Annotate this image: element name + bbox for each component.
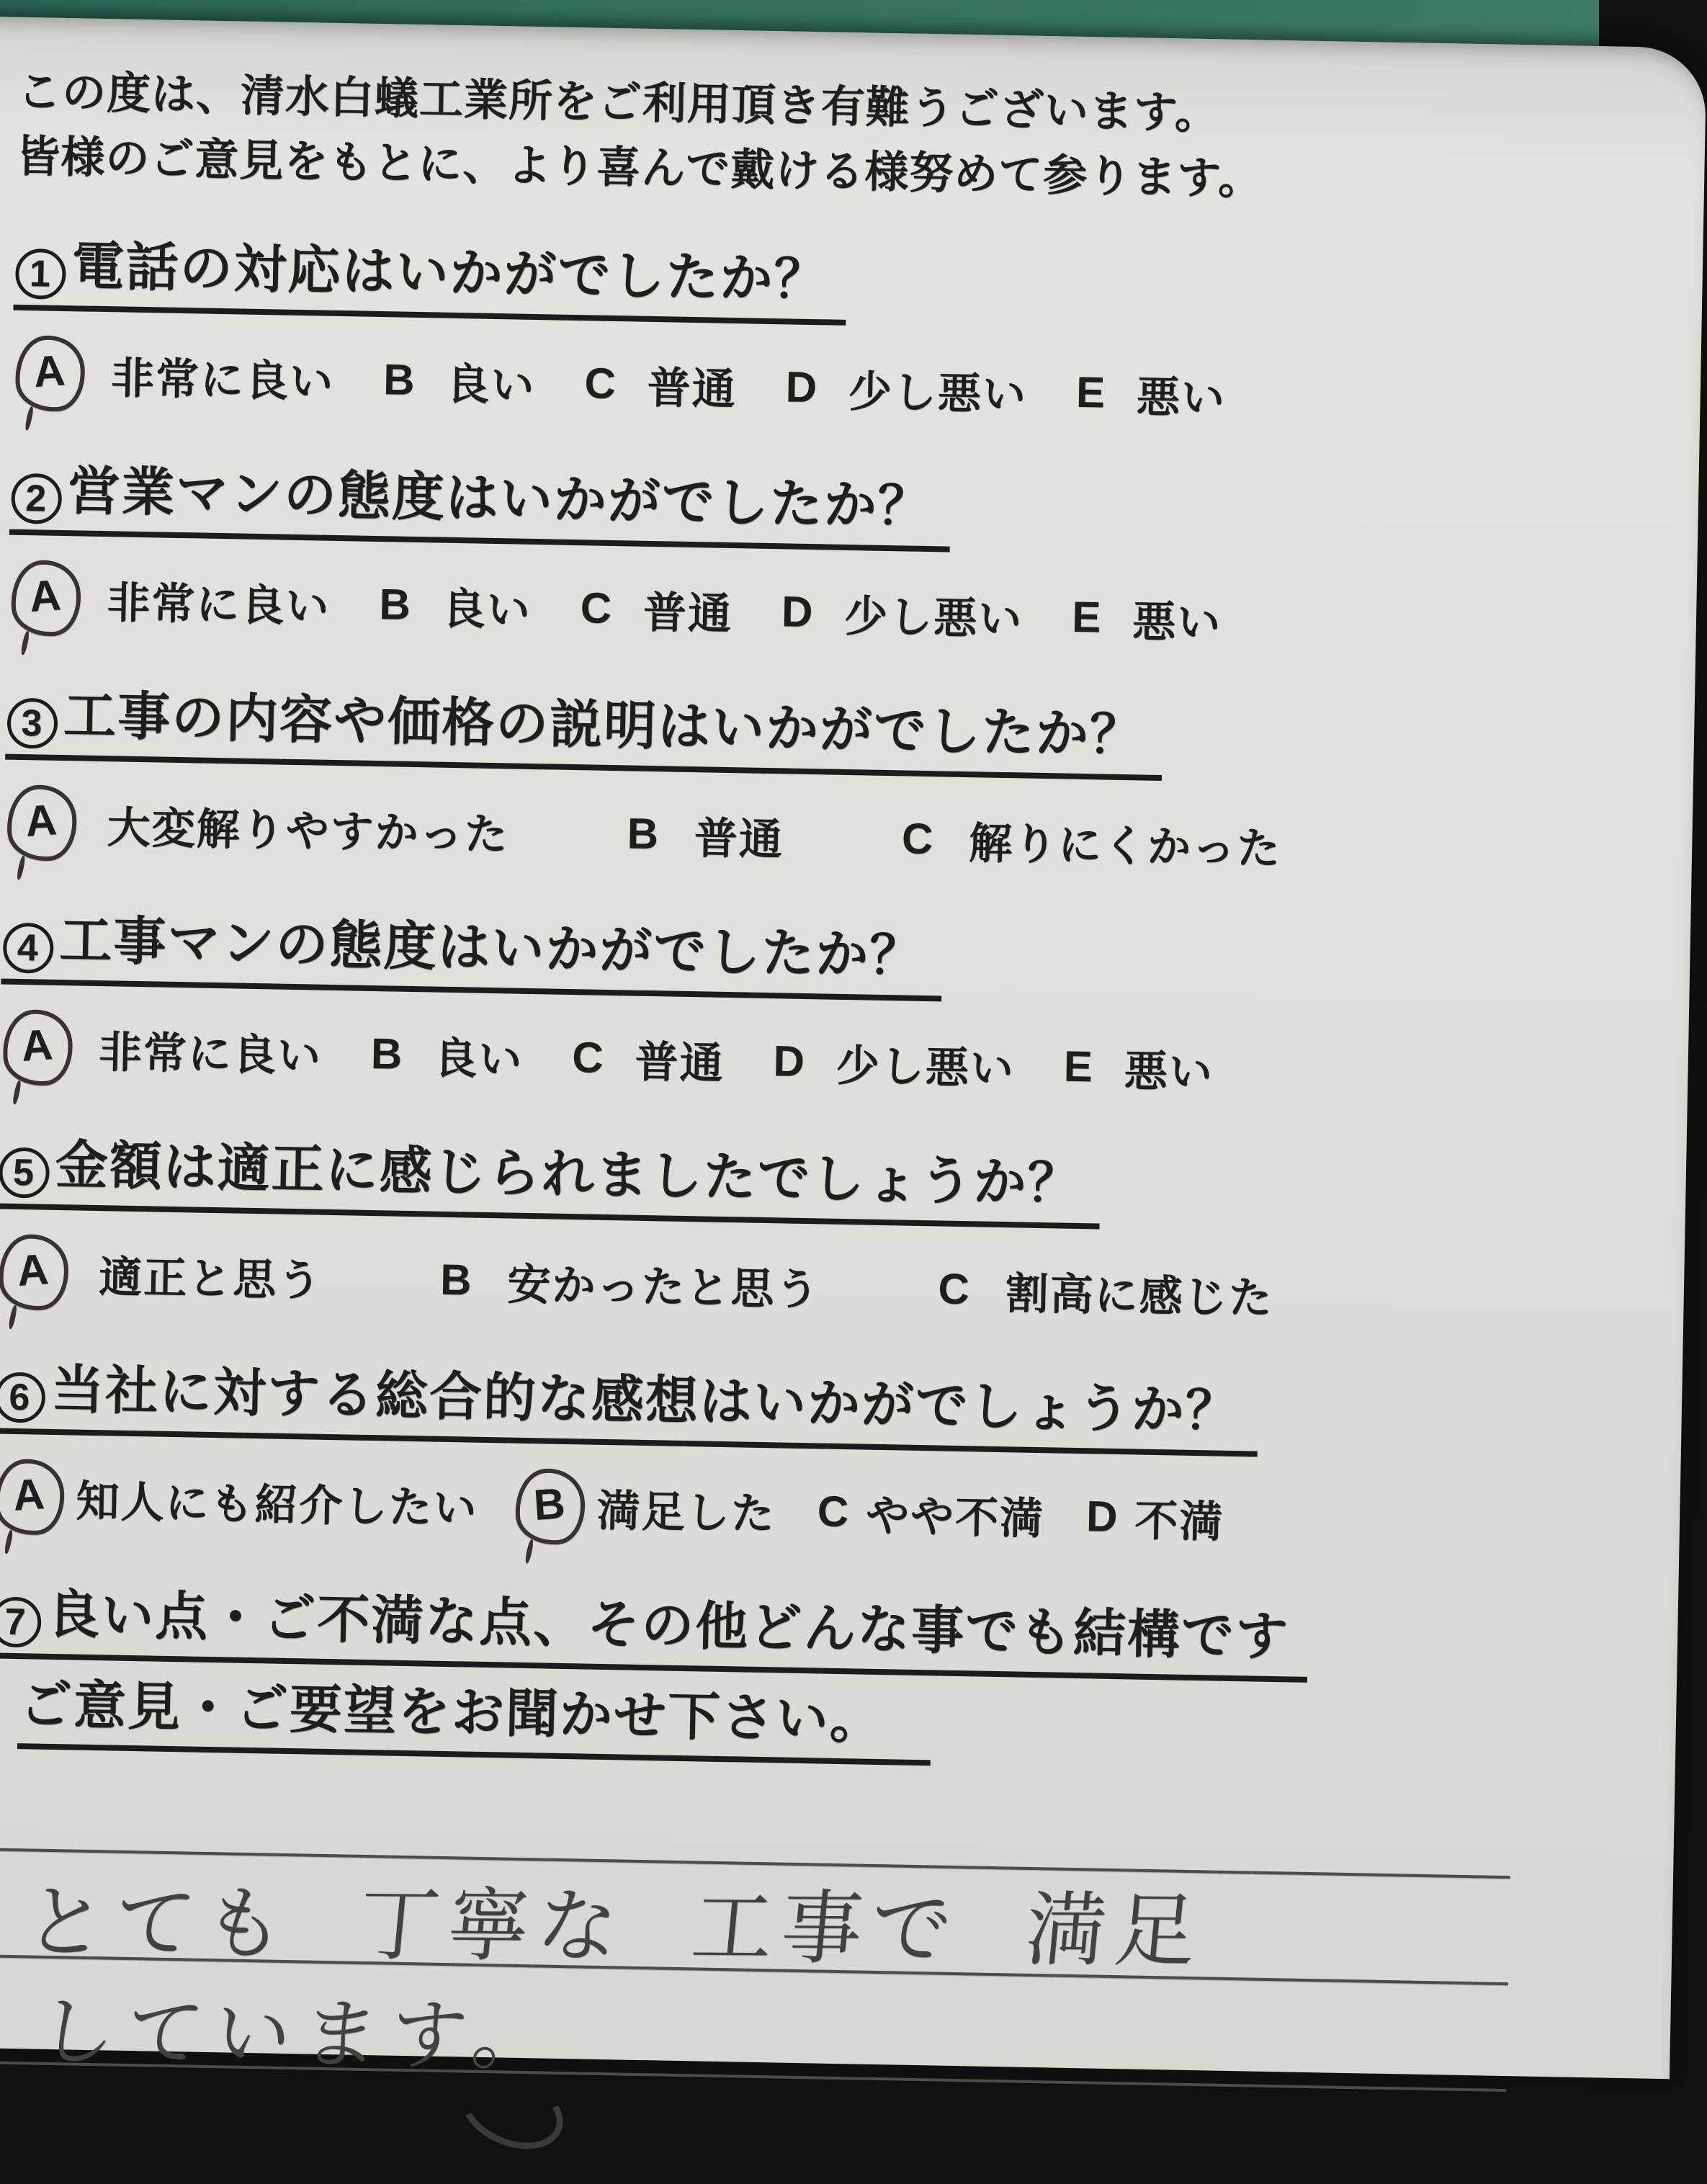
question-text: 工事マンの態度はいかがでしたか？: [58, 910, 925, 985]
option: [812, 1478, 1045, 1549]
question-number: 6: [0, 1371, 46, 1423]
option-letter: C: [580, 583, 614, 632]
option-label: やや不満: [865, 1491, 1045, 1543]
option-label: 普通: [634, 1037, 725, 1088]
option-label: 非常に良い: [110, 353, 335, 406]
option-letter: B: [627, 808, 660, 858]
option: [897, 805, 1282, 879]
option-letter: D: [1085, 1491, 1120, 1541]
option-letter-circled: A: [0, 1007, 75, 1088]
survey-paper: [0, 16, 1707, 2079]
question-block: [0, 1346, 1492, 1562]
options-row: [6, 784, 1503, 887]
option-label: 割高に感じた: [1005, 1268, 1274, 1323]
question-block: [12, 222, 1513, 438]
question-text: 工事の内容や価格の説明はいかがでしたか？: [63, 686, 1144, 765]
option: [6, 784, 510, 869]
option-label: 解りにくかった: [968, 818, 1282, 873]
option-letter-circled: A: [4, 782, 79, 863]
option-letter: C: [937, 1263, 972, 1313]
option-label: 普通: [694, 813, 784, 864]
option-label: 知人にも紹介したい: [75, 1477, 479, 1533]
option-letter: D: [773, 1036, 807, 1086]
option: [575, 575, 733, 644]
option-label: 悪い: [1136, 372, 1227, 423]
option: [14, 334, 335, 416]
intro-text: [16, 59, 1516, 217]
option: [776, 578, 1023, 649]
option: [1071, 359, 1227, 428]
option-letter: C: [901, 813, 935, 863]
option-letter-circled: A: [0, 1232, 71, 1312]
question7-text-line1: 良い点・ご不満な点、その他どんな事でも結構です: [46, 1585, 1290, 1666]
option-label: 安かったと思う: [506, 1260, 821, 1314]
option: [1067, 583, 1223, 653]
option: [2, 1008, 323, 1091]
option: [933, 1256, 1274, 1328]
option: [567, 1024, 725, 1093]
question-title: [0, 1346, 1259, 1456]
question-title: [0, 1121, 1101, 1229]
question-block: [0, 1121, 1497, 1337]
option-label: 少し悪い: [848, 367, 1028, 419]
option-label: 非常に良い: [98, 1027, 323, 1080]
question-text: 電話の対応はいかがでしたか？: [71, 236, 829, 309]
question-number: 1: [15, 248, 66, 299]
question-text: 営業マンの態度はいかがでしたか？: [67, 461, 933, 536]
intro-line-1: この度は、清水白蟻工業所をご利用頂き有難うございます。: [17, 66, 1220, 138]
option-label: 悪い: [1124, 1046, 1214, 1096]
question7-title-line2: ご意見・ご要望をお聞かせ下さい。: [17, 1662, 932, 1765]
question-title: [14, 222, 848, 325]
option-letter: D: [781, 586, 815, 636]
option-letter: E: [1075, 367, 1107, 417]
option: [10, 559, 331, 641]
option: [375, 570, 532, 640]
option: [622, 800, 784, 869]
option-label: 悪い: [1132, 596, 1222, 648]
option-label: 適正と思う: [98, 1252, 323, 1305]
question-block: [4, 671, 1505, 887]
handwritten-line-1: とても 丁寧な 工事で 満足: [20, 1876, 1209, 1977]
free-response-area: [0, 1847, 1516, 2121]
option: [769, 1028, 1016, 1098]
option: [366, 1020, 524, 1089]
option-letter-circled: A: [12, 333, 87, 413]
option: [1059, 1033, 1214, 1102]
option-letter: D: [785, 362, 819, 411]
option: [435, 1246, 820, 1320]
question-title: [1, 896, 943, 1001]
question-number: 5: [0, 1147, 50, 1198]
option-label: 普通: [642, 588, 733, 638]
option: [1081, 1483, 1224, 1552]
option-label: 良い: [445, 359, 537, 410]
option-label: 非常に良い: [106, 578, 331, 631]
option-label: 大変解りやすかった: [107, 802, 510, 859]
option-letter-circled: A: [9, 558, 84, 638]
option-letter: B: [370, 1029, 405, 1078]
question-text: 当社に対する総合的な感想はいかがでしょうか？: [50, 1360, 1240, 1441]
question-number: 2: [11, 473, 62, 524]
question-list: [0, 222, 1513, 1562]
option: [781, 354, 1028, 424]
question-number: 3: [6, 697, 58, 748]
option: [0, 1458, 479, 1543]
option-label: 少し悪い: [843, 591, 1023, 643]
intro-line-2: 皆様のご意見をもとに、より喜んで戴ける様努めて参ります。: [15, 131, 1263, 204]
option: [0, 1233, 323, 1315]
option-label: 良い: [442, 584, 532, 635]
option-letter: B: [439, 1255, 474, 1304]
question-block: [0, 896, 1500, 1112]
options-row: [10, 559, 1507, 663]
survey-content: [0, 16, 1546, 2121]
options-row: [2, 1008, 1499, 1112]
question-block: [7, 447, 1508, 663]
option-label: 不満: [1134, 1496, 1224, 1547]
option: [378, 346, 536, 416]
handwritten-line-2: しています。: [35, 1989, 565, 2080]
option-letter: B: [382, 354, 417, 404]
question-number: 4: [3, 922, 54, 973]
option-label: 少し悪い: [835, 1041, 1016, 1093]
option-label: 良い: [433, 1034, 524, 1084]
question-block-7: [0, 1570, 1488, 1776]
option-letter: C: [571, 1032, 606, 1082]
option-letter-circled: B: [513, 1466, 588, 1547]
question-title: [9, 447, 951, 552]
options-row: [14, 334, 1511, 438]
options-row: [0, 1458, 1490, 1562]
question-title: [5, 671, 1163, 780]
option-letter: E: [1063, 1042, 1095, 1091]
option-label: 普通: [647, 363, 738, 413]
option-letter: B: [378, 579, 413, 629]
question7-number: 7: [0, 1596, 42, 1647]
option: [580, 350, 738, 419]
option-letter-circled: A: [0, 1456, 67, 1537]
option-letter: E: [1071, 592, 1103, 641]
option-letter: C: [583, 358, 618, 408]
options-row: [0, 1233, 1495, 1337]
option: [515, 1467, 776, 1549]
option-letter: C: [817, 1486, 851, 1536]
option-label: 満足した: [596, 1486, 776, 1538]
question-text: 金額は適正に感じられましたでしょうか？: [55, 1135, 1083, 1213]
